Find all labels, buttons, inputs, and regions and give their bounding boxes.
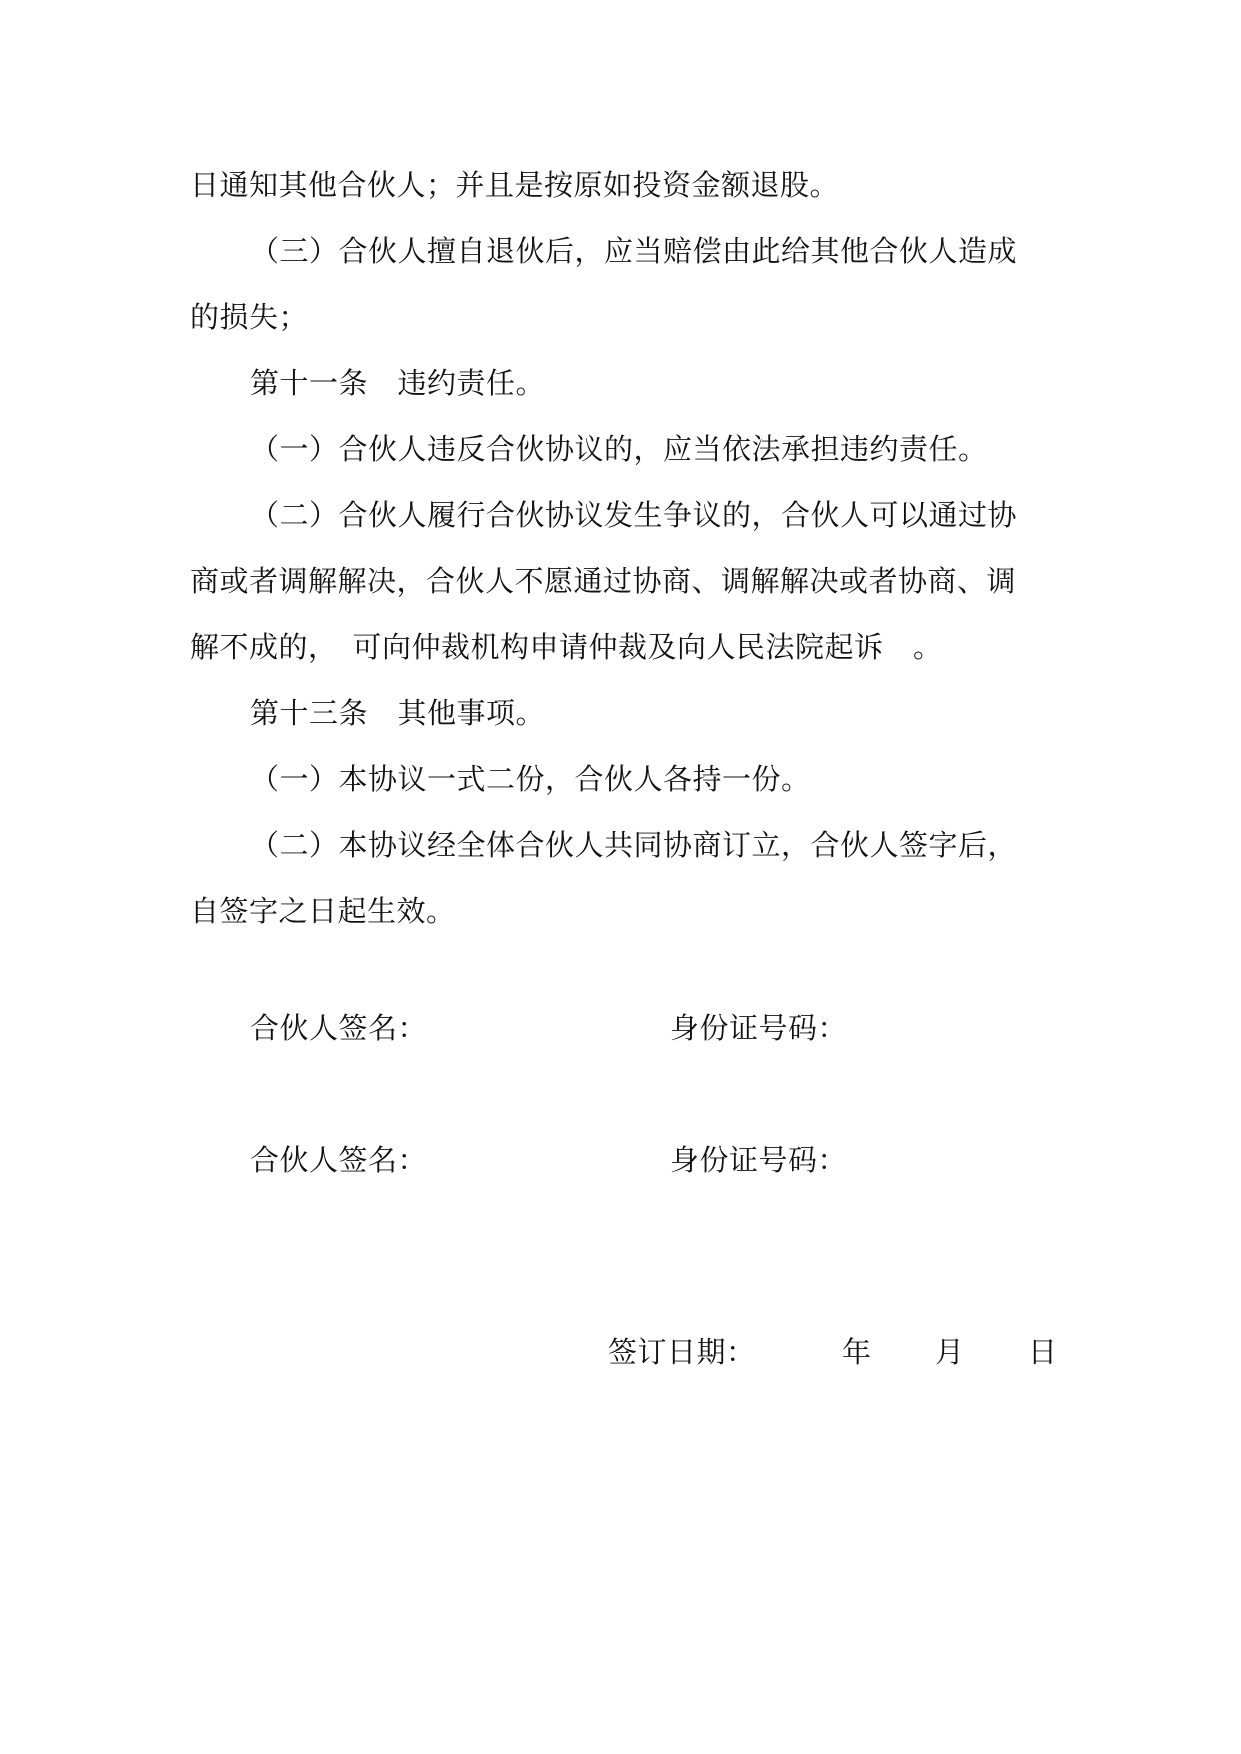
- sign-date-label: 签订日期：: [608, 1335, 756, 1369]
- paragraph-line: 日通知其他合伙人；并且是按原如投资金额退股。: [190, 168, 840, 202]
- paragraph-line: （二）本协议经全体合伙人共同协商订立，合伙人签字后，: [250, 828, 1018, 862]
- date-year: 年: [842, 1335, 872, 1369]
- article-heading: 第十三条 其他事项。: [250, 696, 546, 730]
- date-month: 月: [935, 1335, 965, 1369]
- paragraph-line: 解不成的， 可向仲裁机构申请仲裁及向人民法院起诉 。: [190, 630, 943, 664]
- paragraph-line: （一）合伙人违反合伙协议的，应当依法承担违约责任。: [250, 432, 988, 466]
- article-heading: 第十一条 违约责任。: [250, 366, 546, 400]
- paragraph-line: （二）合伙人履行合伙协议发生争议的，合伙人可以通过协: [250, 498, 1018, 532]
- date-day: 日: [1028, 1335, 1058, 1369]
- id-number-label: 身份证号码：: [670, 1011, 848, 1045]
- id-number-label: 身份证号码：: [670, 1143, 848, 1177]
- partner-signature-label: 合伙人签名：: [250, 1011, 428, 1045]
- paragraph-line: 自签字之日起生效。: [190, 894, 456, 928]
- partner-signature-label: 合伙人签名：: [250, 1143, 428, 1177]
- paragraph-line: （一）本协议一式二份，合伙人各持一份。: [250, 762, 811, 796]
- paragraph-line: （三）合伙人擅自退伙后，应当赔偿由此给其他合伙人造成: [250, 234, 1018, 268]
- paragraph-line: 的损失；: [190, 300, 309, 334]
- paragraph-line: 商或者调解解决，合伙人不愿通过协商、调解解决或者协商、调: [190, 564, 1017, 598]
